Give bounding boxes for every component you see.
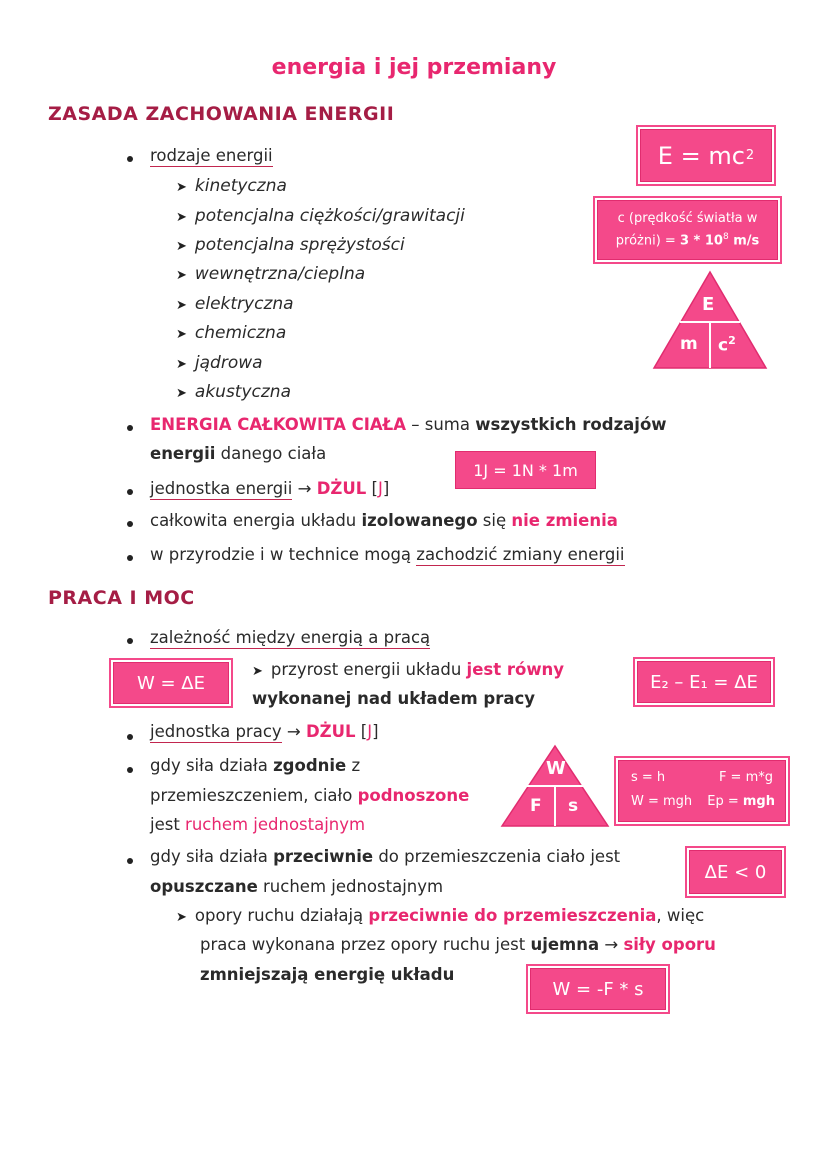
energy-unit-line: jednostka energii → DŻUL [J]: [150, 479, 390, 498]
triangle-shape: [500, 744, 610, 828]
page-title: energia i jej przemiany: [271, 55, 557, 80]
bullet: [127, 734, 133, 740]
work-unit-line: jednostka pracy → DŻUL [J]: [150, 722, 379, 741]
bullet: [127, 489, 133, 495]
bullet: [127, 425, 133, 431]
emc2-triangle: [652, 270, 768, 370]
list-item: ➤ potencjalna sprężystości: [176, 235, 405, 255]
isolated-system-line: całkowita energia układu izolowanego się nie zmienia: [150, 511, 618, 530]
list-item: ➤ elektryczna: [176, 294, 294, 314]
delta-e-negative-box: ΔE < 0: [689, 850, 782, 894]
relation-label: zależność między energią a pracą: [150, 628, 431, 647]
nature-line: w przyrodzie i w technice mogą zachodzić zmiany energii: [150, 545, 625, 564]
force-along-line3: jest ruchem jednostajnym: [150, 815, 366, 834]
formula-emc2-box: E = mc 2: [640, 129, 772, 182]
total-energy-line1: ENERGIA CAŁKOWITA CIAŁA – suma wszystkich rodzajów: [150, 415, 667, 434]
triangle-top-label: W: [546, 758, 566, 779]
energy-types-label: rodzaje energii: [150, 146, 273, 165]
joule-definition-box: 1J = 1N * 1m: [455, 451, 596, 489]
resistance-line3: zmniejszają energię układu: [200, 965, 455, 984]
section-heading-work-power: PRACA I MOC: [48, 587, 195, 609]
triangle-left-label: F: [530, 796, 542, 816]
bullet: [127, 858, 133, 864]
section-heading-energy-conservation: ZASADA ZACHOWANIA ENERGII: [48, 103, 395, 125]
bullet: [127, 767, 133, 773]
list-item: ➤ akustyczna: [176, 382, 291, 402]
list-item: ➤ wewnętrzna/cieplna: [176, 264, 366, 284]
triangle-shape: [652, 270, 768, 370]
w-delta-e-box: W = ΔE: [113, 662, 229, 704]
force-along-line1: gdy siła działa zgodnie z: [150, 756, 361, 775]
wfs-triangle: [500, 744, 610, 828]
list-item: ➤ chemiczna: [176, 323, 287, 343]
triangle-right-label: $c^2$: [718, 334, 736, 356]
energy-increase-line1: ➤ przyrost energii układu jest równy: [252, 660, 565, 679]
w-negative-fs-box: W = -F * s: [530, 968, 666, 1010]
resistance-line1: ➤ opory ruchu działają przeciwnie do przemieszczenia, więc: [176, 906, 705, 925]
resistance-line2: praca wykonana przez opory ruchu jest ujemna → siły oporu: [200, 935, 716, 954]
speed-of-light-box: c (prędkość światła w próżni) = $3 * 10^8$ m/s: [597, 200, 778, 260]
list-item: ➤ potencjalna ciężkości/grawitacji: [176, 206, 465, 226]
triangle-right-label: s: [568, 796, 579, 816]
bullet: [127, 156, 133, 162]
list-item: ➤ jądrowa: [176, 353, 263, 373]
triangle-top-label: E: [702, 294, 715, 315]
list-item: ➤ kinetyczna: [176, 176, 287, 196]
bullet: [127, 521, 133, 527]
potential-energy-formulas-box: s = h F = m*g W = mgh Ep = mgh: [618, 760, 786, 822]
bullet: [127, 638, 133, 644]
bullet: [127, 555, 133, 561]
total-energy-line2: energii danego ciała: [150, 444, 327, 463]
force-against-line2: opuszczane ruchem jednostajnym: [150, 877, 444, 896]
force-against-line1: gdy siła działa przeciwnie do przemieszczenia ciało jest: [150, 847, 621, 866]
force-along-line2: przemieszczeniem, ciało podnoszone: [150, 786, 470, 805]
e2-e1-box: E₂ – E₁ = ΔE: [637, 661, 771, 703]
triangle-left-label: m: [680, 334, 698, 354]
energy-increase-line2: wykonanej nad układem pracy: [252, 689, 536, 708]
